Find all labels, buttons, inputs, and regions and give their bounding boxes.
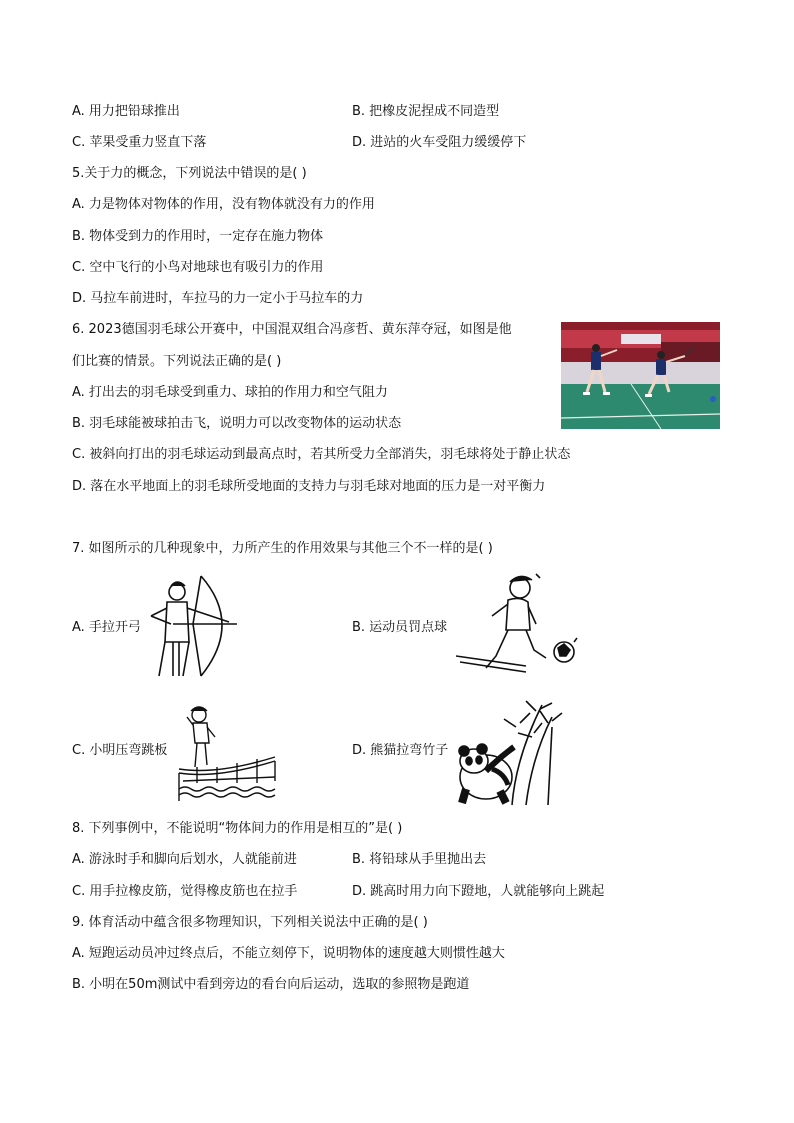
q5-option-a: A. 力是物体对物体的作用，没有物体就没有力的作用: [72, 197, 375, 212]
player-kicking-penalty-figure: [456, 572, 578, 680]
q8-stem: 8. 下列事例中，不能说明“物体间力的作用是相互的”是( ): [72, 821, 403, 836]
q6-stem-line2: 们比赛的情景。下列说法正确的是( ): [72, 354, 282, 369]
q9-option-a: A. 短跑运动员冲过终点后，不能立刻停下，说明物体的速度越大则惯性越大: [72, 946, 505, 961]
boy-bending-springboard-figure: [177, 703, 277, 801]
q6-stem-line1: 6. 2023德国羽毛球公开赛中，中国混双组合冯彦哲、黄东萍夺冠，如图是他: [72, 322, 512, 337]
q6-option-d: D. 落在水平地面上的羽毛球所受地面的支持力与羽毛球对地面的压力是一对平衡力: [72, 479, 546, 494]
q7-option-c: C. 小明压弯跳板: [72, 743, 168, 758]
q8-option-d: D. 跳高时用力向下蹬地，人就能够向上跳起: [352, 884, 605, 899]
q7-option-a: A. 手拉开弓: [72, 620, 141, 635]
q7-stem: 7. 如图所示的几种现象中，力所产生的作用效果与其他三个不一样的是( ): [72, 541, 493, 556]
q7-option-d: D. 熊猫拉弯竹子: [352, 743, 449, 758]
q9-stem: 9. 体育活动中蕴含很多物理知识，下列相关说法中正确的是( ): [72, 915, 428, 930]
q5-stem: 5.关于力的概念，下列说法中错误的是( ): [72, 166, 307, 181]
q6-option-c: C. 被斜向打出的羽毛球运动到最高点时，若其所受力全部消失，羽毛球将处于静止状态: [72, 447, 571, 462]
q6-option-b: B. 羽毛球能被球拍击飞，说明力可以改变物体的运动状态: [72, 416, 402, 431]
badminton-match-photo: [561, 322, 720, 429]
q5-option-c: C. 空中飞行的小鸟对地球也有吸引力的作用: [72, 260, 324, 275]
q4-option-b: B. 把橡皮泥捏成不同造型: [352, 104, 500, 119]
q5-option-d: D. 马拉车前进时，车拉马的力一定小于马拉车的力: [72, 291, 364, 306]
q9-option-b: B. 小明在50m测试中看到旁边的看台向后运动，选取的参照物是跑道: [72, 977, 470, 992]
q8-option-c: C. 用手拉橡皮筋，觉得橡皮筋也在拉手: [72, 884, 298, 899]
q7-option-b: B. 运动员罚点球: [352, 620, 448, 635]
archer-drawing-bow-figure: [143, 572, 239, 680]
q6-option-a: A. 打出去的羽毛球受到重力、球拍的作用力和空气阻力: [72, 385, 388, 400]
q4-option-c: C. 苹果受重力竖直下落: [72, 135, 207, 150]
q8-option-a: A. 游泳时手和脚向后划水，人就能前进: [72, 852, 297, 867]
q5-option-b: B. 物体受到力的作用时，一定存在施力物体: [72, 229, 324, 244]
q4-option-d: D. 进站的火车受阻力缓缓停下: [352, 135, 527, 150]
q4-option-a: A. 用力把铅球推出: [72, 104, 180, 119]
panda-bending-bamboo-figure: [456, 697, 564, 807]
q8-option-b: B. 将铅球从手里抛出去: [352, 852, 487, 867]
